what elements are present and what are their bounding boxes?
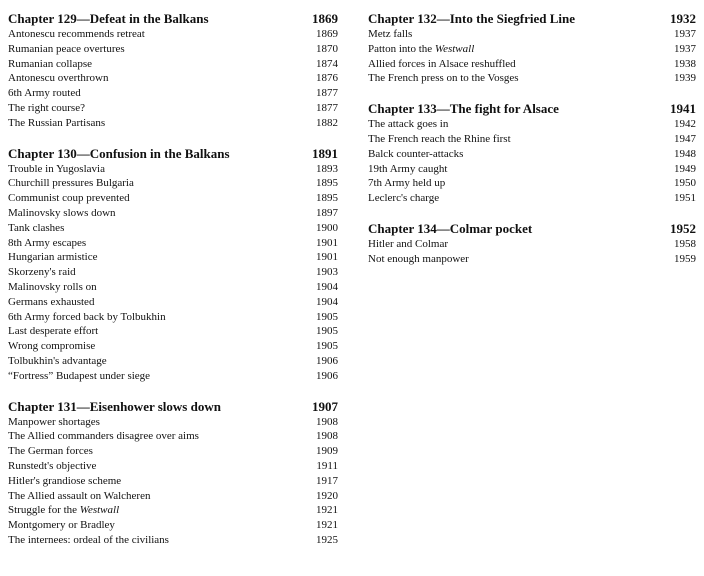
- entry-title: [8, 503, 119, 518]
- toc-entry: [8, 518, 338, 533]
- entry-page-number: 1882: [316, 116, 338, 129]
- entry-title-text: Tank clashes: [8, 221, 65, 234]
- entry-title: [368, 237, 448, 252]
- entry-title: [8, 86, 81, 101]
- toc-entry: [8, 415, 338, 430]
- chapter-page-number: 1907: [312, 398, 338, 414]
- entry-title: [8, 354, 107, 369]
- entry-title: [8, 71, 109, 86]
- chapter-heading: [8, 145, 338, 162]
- entry-page-number: 1911: [316, 459, 338, 472]
- chapter-page-number: 1932: [670, 11, 696, 26]
- entry-page-number: 1925: [316, 533, 338, 546]
- entry-title: [8, 474, 121, 489]
- entry-title-text: Manpower shortages: [8, 415, 100, 428]
- entry-title-text: “Fortress” Budapest under siege: [8, 369, 151, 382]
- entry-title-text: Churchill pressures Bulgaria: [8, 177, 134, 190]
- entry-title: [8, 206, 116, 221]
- entry-title: [8, 339, 95, 354]
- toc-entry: [8, 57, 338, 72]
- entry-page-number: 1903: [316, 266, 338, 279]
- chapter-heading: [368, 100, 696, 117]
- entry-title: [368, 71, 519, 86]
- toc-entry: [8, 250, 338, 265]
- entry-title-text: Malinovsky slows down: [8, 206, 116, 219]
- entry-title: [8, 518, 115, 533]
- chapter-section: [368, 220, 696, 267]
- entry-title-text: The right course?: [8, 101, 85, 114]
- toc-entry: [8, 236, 338, 251]
- toc-entry: [368, 176, 696, 191]
- chapter-title: Chapter 129—Defeat in the Balkans: [8, 11, 209, 26]
- toc-entry: [368, 252, 696, 267]
- entry-title-text: 19th Army caught: [368, 162, 448, 175]
- chapter-page-number: 1869: [312, 11, 338, 26]
- entry-title-text: Metz falls: [368, 28, 413, 40]
- toc-entry: [8, 116, 338, 131]
- entry-title-text: The Allied assault on Walcheren: [8, 489, 151, 502]
- entry-page-number: 1948: [674, 147, 696, 160]
- entry-title-text: Last desperate effort: [8, 325, 99, 338]
- entry-title: [8, 191, 130, 206]
- entry-page-number: 1877: [316, 101, 338, 114]
- chapter-title: Chapter 130—Confusion in the Balkans: [8, 145, 230, 161]
- entry-page-number: 1895: [316, 192, 338, 205]
- entry-title-text: Rumanian peace overtures: [8, 42, 125, 55]
- chapter-title: Chapter 134—Colmar pocket: [368, 220, 533, 236]
- entry-title-text: Germans exhausted: [8, 295, 95, 308]
- entry-title: [8, 265, 76, 280]
- entry-title-text: 6th Army routed: [8, 87, 81, 100]
- toc-entry: [8, 339, 338, 354]
- entry-title-text: Rumanian collapse: [8, 57, 93, 70]
- entry-title-text: Not enough manpower: [368, 252, 469, 265]
- entry-title: [8, 42, 125, 57]
- entry-title: [8, 369, 150, 384]
- entry-title: [368, 117, 448, 132]
- toc-entry: [8, 42, 338, 57]
- entry-page-number: 1893: [316, 162, 338, 175]
- chapter-title: Chapter 133—The fight for Alsace: [368, 101, 559, 117]
- entry-title-text: Trouble in Yugoslavia: [8, 162, 105, 175]
- entry-page-number: 1905: [316, 325, 338, 338]
- entry-title: [8, 221, 64, 236]
- entry-page-number: 1937: [674, 28, 696, 40]
- entry-title-text: Malinovsky rolls on: [8, 280, 97, 293]
- entry-title-text: The French press on to the Vosges: [368, 72, 519, 85]
- entry-title: [8, 101, 85, 116]
- entry-title-text: Runstedt's objective: [8, 459, 97, 472]
- toc-entry: [368, 147, 696, 162]
- entry-title-text: 7th Army held up: [368, 177, 446, 190]
- chapter-heading: [368, 10, 696, 27]
- toc-right-column: [368, 10, 696, 281]
- entry-page-number: 1905: [316, 340, 338, 353]
- entry-title: [368, 252, 469, 267]
- toc-entry: [8, 280, 338, 295]
- entry-title-text: Tolbukhin's advantage: [8, 354, 107, 367]
- entry-title-text: The Allied commanders disagree over aims: [8, 430, 199, 443]
- toc-entry: [368, 71, 696, 86]
- toc-entry: [8, 71, 338, 86]
- toc-entry: [8, 176, 338, 191]
- entry-title-text: Communist coup prevented: [8, 192, 130, 205]
- entry-page-number: 1905: [316, 310, 338, 323]
- entry-title-text: 6th Army forced back by Tolbukhin: [8, 310, 166, 323]
- entry-title-text: Skorzeny's raid: [8, 266, 76, 279]
- entry-title-text: The attack goes in: [368, 118, 449, 131]
- entry-title: [368, 27, 412, 42]
- entry-page-number: 1921: [316, 519, 338, 532]
- entry-title: [8, 459, 96, 474]
- entry-title-text: The Russian Partisans: [8, 116, 106, 129]
- entry-title-text: The German forces: [8, 445, 93, 458]
- toc-entry: [8, 295, 338, 310]
- toc-entry: [368, 132, 696, 147]
- entry-title: [8, 57, 92, 72]
- entry-page-number: 1876: [316, 72, 338, 85]
- entry-title: [8, 27, 145, 42]
- toc-entry: [8, 459, 338, 474]
- toc-entry: [368, 162, 696, 177]
- toc-entry: [8, 429, 338, 444]
- entry-title: [8, 176, 134, 191]
- toc-entry: [368, 42, 696, 57]
- entry-title: [8, 489, 150, 504]
- toc-entry: [8, 27, 338, 42]
- entry-page-number: 1904: [316, 295, 338, 308]
- entry-title-text: The internees: ordeal of the civilians: [8, 533, 169, 546]
- entry-title-text: Hungarian armistice: [8, 251, 98, 264]
- entry-page-number: 1900: [316, 221, 338, 234]
- toc-entry: [8, 324, 338, 339]
- entry-title-text: Balck counter-attacks: [368, 147, 464, 160]
- entry-title-text: Hitler and Colmar: [368, 237, 449, 250]
- entry-page-number: 1906: [316, 369, 338, 382]
- entry-page-number: 1917: [316, 474, 338, 487]
- chapter-section: [368, 100, 696, 206]
- toc-entry: [8, 191, 338, 206]
- entry-title-italic: Westwall: [79, 504, 120, 517]
- entry-title: [368, 42, 474, 57]
- chapter-page-number: 1891: [312, 145, 338, 161]
- entry-title: [368, 176, 445, 191]
- entry-title-text: Montgomery or Bradley: [8, 519, 115, 532]
- entry-page-number: 1950: [674, 177, 696, 190]
- entry-title-text: Wrong compromise: [8, 340, 96, 353]
- toc-entry: [8, 221, 338, 236]
- entry-page-number: 1870: [316, 42, 338, 55]
- entry-page-number: 1901: [316, 251, 338, 264]
- entry-title: [8, 236, 86, 251]
- entry-title: [8, 116, 105, 131]
- entry-page-number: 1904: [316, 280, 338, 293]
- entry-page-number: 1949: [674, 162, 696, 175]
- entry-title-italic: Westwall: [434, 42, 475, 55]
- entry-page-number: 1938: [674, 57, 696, 70]
- toc-entry: [8, 162, 338, 177]
- entry-title-text: Struggle for the: [8, 504, 80, 517]
- entry-title-text: The French reach the Rhine first: [368, 132, 511, 145]
- entry-title: [8, 250, 98, 265]
- toc-left-column: [8, 10, 338, 562]
- entry-title-text: Hitler's grandiose scheme: [8, 474, 122, 487]
- entry-title: [8, 324, 98, 339]
- toc-entry: [8, 101, 338, 116]
- entry-title-text: Antonescu overthrown: [8, 72, 109, 85]
- entry-title: [368, 147, 463, 162]
- toc-entry: [368, 57, 696, 72]
- chapter-heading: [368, 220, 696, 237]
- chapter-heading: [8, 10, 338, 27]
- toc-entry: [8, 444, 338, 459]
- toc-entry: [8, 489, 338, 504]
- toc-entry: [8, 354, 338, 369]
- toc-entry: [8, 533, 338, 548]
- entry-page-number: 1906: [316, 354, 338, 367]
- entry-page-number: 1939: [674, 72, 696, 85]
- entry-page-number: 1908: [316, 430, 338, 443]
- chapter-section: [8, 10, 338, 131]
- entry-page-number: 1869: [316, 28, 338, 40]
- entry-title: [8, 533, 169, 548]
- chapter-title: Chapter 132—Into the Siegfried Line: [368, 11, 576, 26]
- entry-title-text: Antonescu recommends retreat: [8, 28, 145, 40]
- entry-page-number: 1908: [316, 415, 338, 428]
- entry-page-number: 1895: [316, 177, 338, 190]
- entry-page-number: 1877: [316, 87, 338, 100]
- entry-title: [368, 191, 439, 206]
- chapter-page-number: 1941: [670, 101, 696, 117]
- entry-title-text: 8th Army escapes: [8, 236, 87, 249]
- toc-entry: [8, 474, 338, 489]
- entry-page-number: 1937: [674, 42, 696, 55]
- toc-entry: [368, 27, 696, 42]
- entry-title-text: Patton into the: [368, 42, 435, 55]
- toc-entry: [8, 206, 338, 221]
- toc-entry: [8, 369, 338, 384]
- entry-page-number: 1958: [674, 237, 696, 250]
- entry-title-text: Allied forces in Alsace reshuffled: [368, 57, 516, 70]
- toc-entry: [8, 265, 338, 280]
- entry-title: [8, 295, 94, 310]
- entry-page-number: 1951: [674, 192, 696, 205]
- entry-page-number: 1921: [316, 504, 338, 517]
- toc-entry: [8, 310, 338, 325]
- entry-page-number: 1909: [316, 445, 338, 458]
- toc-entry: [368, 117, 696, 132]
- entry-page-number: 1920: [316, 489, 338, 502]
- chapter-section: [8, 398, 338, 548]
- entry-title: [8, 429, 199, 444]
- entry-page-number: 1947: [674, 132, 696, 145]
- entry-page-number: 1897: [316, 206, 338, 219]
- chapter-section: [368, 10, 696, 86]
- entry-page-number: 1901: [316, 236, 338, 249]
- entry-title-text: Leclerc's charge: [368, 192, 440, 205]
- entry-title: [8, 310, 166, 325]
- toc-entry: [8, 86, 338, 101]
- chapter-title: Chapter 131—Eisenhower slows down: [8, 398, 221, 414]
- entry-page-number: 1874: [316, 57, 338, 70]
- entry-title: [8, 415, 100, 430]
- entry-title: [8, 444, 93, 459]
- entry-title: [8, 280, 97, 295]
- entry-title: [368, 57, 516, 72]
- entry-title: [368, 162, 447, 177]
- entry-title: [368, 132, 511, 147]
- chapter-section: [8, 145, 338, 384]
- chapter-heading: [8, 398, 338, 415]
- toc-entry: [8, 503, 338, 518]
- chapter-page-number: 1952: [670, 220, 696, 236]
- entry-page-number: 1942: [674, 118, 696, 131]
- entry-title: [8, 162, 105, 177]
- toc-entry: [368, 191, 696, 206]
- toc-entry: [368, 237, 696, 252]
- entry-page-number: 1959: [674, 252, 696, 265]
